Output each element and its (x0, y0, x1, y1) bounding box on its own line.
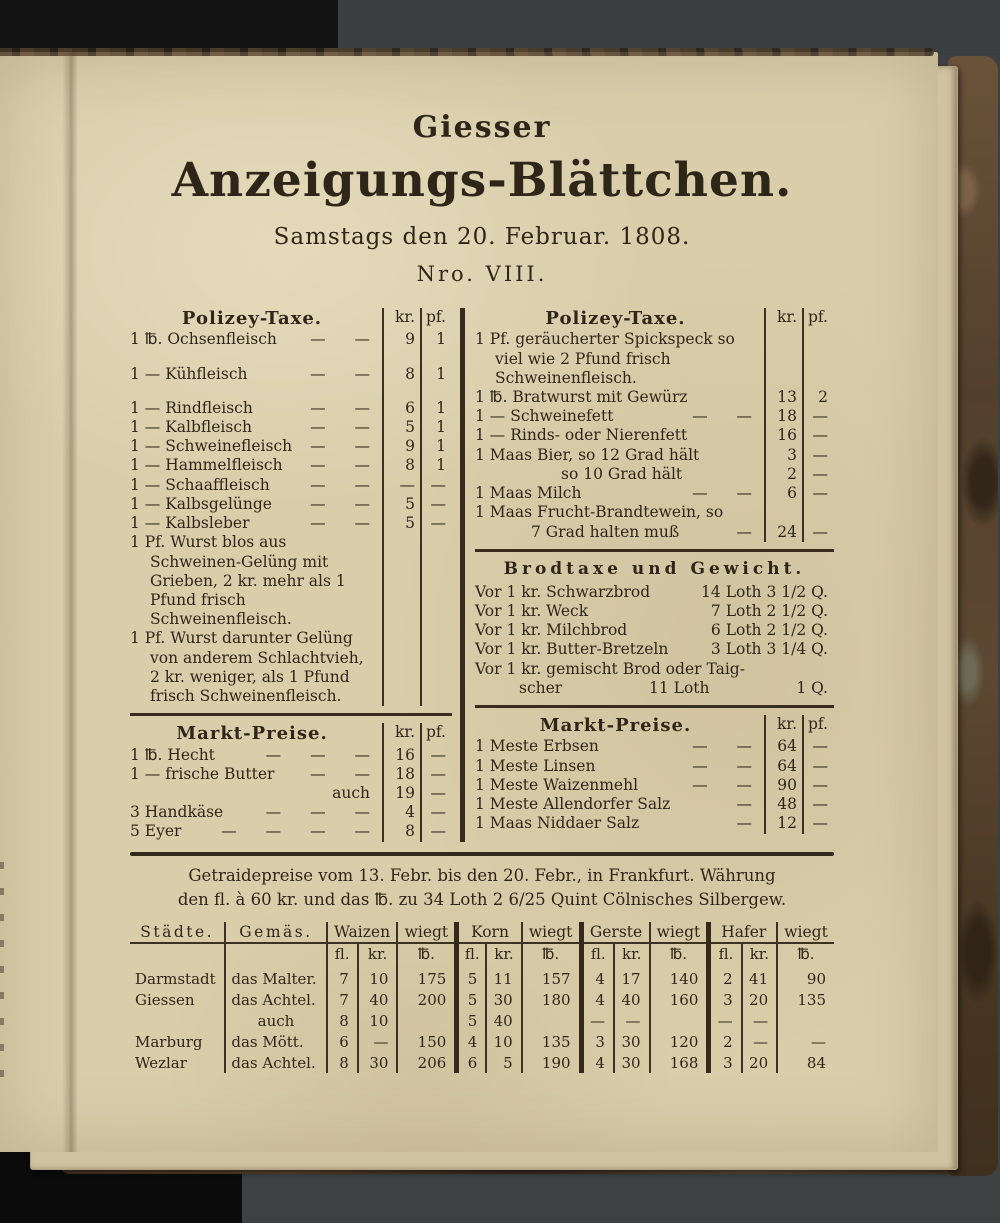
column-header-kr: kr. (764, 308, 802, 330)
column-header-weight: wiegt (650, 922, 709, 943)
measure-cell: auch (225, 1010, 326, 1031)
table-row: 1 — Schaaffleisch — — — — (130, 476, 452, 495)
column-header-grain: Waizen (327, 922, 398, 943)
column-header-measure: Gemäs. (225, 922, 326, 943)
table-row: auch 19 — (130, 784, 452, 803)
table-row: scher 11 Loth 1 Q. (519, 678, 828, 697)
table-row: Giessen das Achtel. 7 40 200 5 30 180 4 40 160 3 20 135 (130, 989, 834, 1010)
masthead-issue-number: Nro. VIII. (416, 262, 548, 286)
grain-price-section (130, 864, 834, 1073)
table-row: 1 Maas Milch — — 6 — (475, 484, 834, 503)
table-row: Vor 1 kr. Schwarzbrod 14 Loth 3 1/2 Q. (475, 582, 828, 601)
measure-cell: das Mött. (225, 1031, 326, 1052)
table-subheader-row (130, 943, 834, 968)
subheader-kr: kr. (742, 943, 777, 968)
table-row: 1 ℔. Bratwurst mit Gewürz 13 2 (475, 388, 834, 407)
background-shadow (338, 0, 1000, 55)
measure-cell: das Malter. (225, 968, 326, 989)
column-header-pf: pf. (420, 308, 452, 330)
column-header-pf: pf. (420, 723, 452, 745)
table-row: 5 Eyer — — — — 8 — (130, 822, 452, 841)
table-row: 1 — Kühfleisch — — 8 1 (130, 365, 452, 399)
table-header (475, 308, 834, 330)
table-row: 1 Meste Linsen — — 64 — (475, 757, 834, 776)
table-row: 1 — frische Butter — — 18 — (130, 765, 452, 784)
subheader-kr: kr. (486, 943, 521, 968)
city-cell: Marburg (135, 1032, 203, 1051)
table-row: 1 Maas Niddaer Salz — 12 — (475, 814, 834, 833)
section-title: Polizey-Taxe. (545, 308, 686, 329)
table-row: Vor 1 kr. Weck 7 Loth 2 1/2 Q. (475, 602, 828, 621)
masthead-date: Samstags den 20. Februar. 1808. (273, 224, 691, 250)
city-cell: Giessen (135, 990, 195, 1009)
subheader-lb: ℔. (522, 943, 581, 968)
masthead-title: Anzeigungs-Blättchen. (171, 153, 793, 208)
table-row: 1 — Kalbfleisch — — 5 1 (130, 418, 452, 437)
grain-price-table (130, 922, 834, 1073)
grain-intro-line: Getraidepreise vom 13. Febr. bis den 20. Febr., in Frankfurt. Währung (188, 865, 776, 885)
column-header-kr: kr. (382, 723, 420, 745)
table-row: 1 — Kalbsleber — — 5 — (130, 514, 452, 533)
table-row: 1 ℔. Hecht — — — 16 — (130, 746, 452, 765)
grain-intro-line: den fl. à 60 kr. und das ℔. zu 34 Loth 2 6/25 Quint Cölnisches Silbergew. (177, 889, 787, 909)
table-note-row (475, 330, 834, 388)
table-row: 1 — Kalbsgelünge — — 5 — (130, 495, 452, 514)
table-header-row (130, 922, 834, 943)
horizontal-rule (475, 705, 834, 708)
table-row: Marburg das Mött. 6 — 150 4 10 135 3 30 120 2 — — (130, 1031, 834, 1052)
measure-cell: das Achtel. (225, 1052, 326, 1073)
column-header-city: Städte. (130, 922, 225, 943)
table-row: auch 8 10 5 40 — — — — (130, 1010, 834, 1031)
city-cell (130, 1010, 225, 1031)
table-row: 1 Meste Waizenmehl — — 90 — (475, 776, 834, 795)
city-cell: Darmstadt (135, 969, 216, 988)
table-row: 1 — Schweinefett — — 18 — (475, 407, 834, 426)
table-row: 1 — Rinds- oder Nierenfett 16 — (475, 426, 834, 445)
tariff-note: 1 Pf. Wurst blos aus Schweinen-Gelüng mit Grieben, 2 kr. mehr als 1 Pfund frisch Schweinenfleisch. (130, 533, 346, 629)
left-markt-preise-table (130, 723, 452, 841)
column-header-pf: pf. (802, 308, 834, 330)
subheader-fl: fl. (709, 943, 742, 968)
table-row: Darmstadt das Malter. 7 10 175 5 11 157 4 17 140 2 41 90 (130, 968, 834, 989)
subheader-kr: kr. (358, 943, 398, 968)
subheader-kr: kr. (614, 943, 650, 968)
city-cell: Wezlar (135, 1053, 187, 1072)
table-row: Vor 1 kr. Butter-Bretzeln 3 Loth 3 1/4 Q. (475, 640, 828, 659)
newspaper-page (0, 52, 938, 1152)
tariff-note: 1 Pf. geräucherter Spickspeck so viel wie 2 Pfund frisch Schweinenfleisch. (475, 330, 735, 387)
column-header-grain: Gerste (581, 922, 649, 943)
table-row: 1 ℔. Ochsenfleisch — — 9 1 (130, 330, 452, 364)
column-header-grain: Korn (457, 922, 522, 943)
tariff-note: 1 Pf. Wurst darunter Gelüng von anderem Schlachtvieh, 2 kr. weniger, als 1 Pfund frisch Schweinenfleisch. (130, 629, 364, 706)
subheader-fl: fl. (457, 943, 486, 968)
section-title: Markt-Preise. (176, 723, 328, 745)
table-row: 1 Maas Frucht-Brandtewein, so (475, 503, 834, 522)
column-header-kr: kr. (764, 715, 802, 737)
subheader-fl: fl. (581, 943, 614, 968)
masthead-publisher: Giesser (412, 110, 552, 145)
column-header-kr: kr. (382, 308, 420, 330)
table-row: Vor 1 kr. gemischt Brod oder Taig- (475, 659, 745, 678)
table-header (475, 715, 834, 737)
table-row: 1 Maas Bier, so 12 Grad hält 3 — (475, 446, 834, 465)
masthead (130, 110, 834, 286)
column-header-weight: wiegt (777, 922, 834, 943)
left-polizey-taxe-table (130, 308, 452, 706)
table-row: 1 — Hammelfleisch — — 8 1 (130, 456, 452, 475)
table-row: Wezlar das Achtel. 8 30 206 6 5 190 4 30 168 3 20 84 (130, 1052, 834, 1073)
section-title: Polizey-Taxe. (181, 308, 323, 329)
table-header (130, 723, 452, 745)
table-row: 1 Meste Allendorfer Salz — 48 — (475, 795, 834, 814)
table-row: so 10 Grad hält 2 — (475, 465, 834, 484)
right-markt-preise-table (475, 715, 834, 833)
right-column (460, 308, 834, 842)
left-column (130, 308, 452, 842)
table-row: 3 Handkäse — — — 4 — (130, 803, 452, 822)
section-title: Brodtaxe und Gewicht. (503, 558, 806, 579)
horizontal-rule (130, 713, 452, 716)
subheader-fl: fl. (327, 943, 358, 968)
section-title: Markt-Preise. (539, 715, 692, 737)
table-note-row (130, 533, 452, 629)
right-polizey-taxe-table (475, 308, 834, 542)
horizontal-rule-thick (130, 852, 834, 856)
measure-cell: das Achtel. (225, 989, 326, 1010)
table-row: 1 — Schweinefleisch — — 9 1 (130, 437, 452, 456)
column-header-pf: pf. (802, 715, 834, 737)
subheader-lb: ℔. (650, 943, 709, 968)
column-header-grain: Hafer (709, 922, 777, 943)
table-row: 1 Meste Erbsen — — 64 — (475, 737, 834, 756)
column-header-weight: wiegt (522, 922, 581, 943)
table-note-row (130, 629, 452, 706)
table-header (130, 308, 452, 330)
horizontal-rule (475, 549, 834, 552)
brodtaxe-section (475, 559, 834, 698)
column-header-weight: wiegt (397, 922, 456, 943)
table-row: Vor 1 kr. Milchbrod 6 Loth 2 1/2 Q. (475, 621, 828, 640)
table-row: 1 — Rindfleisch — — 6 1 (130, 399, 452, 418)
subheader-lb: ℔. (777, 943, 834, 968)
subheader-lb: ℔. (397, 943, 456, 968)
table-row: 7 Grad halten muß — 24 — (475, 523, 834, 542)
